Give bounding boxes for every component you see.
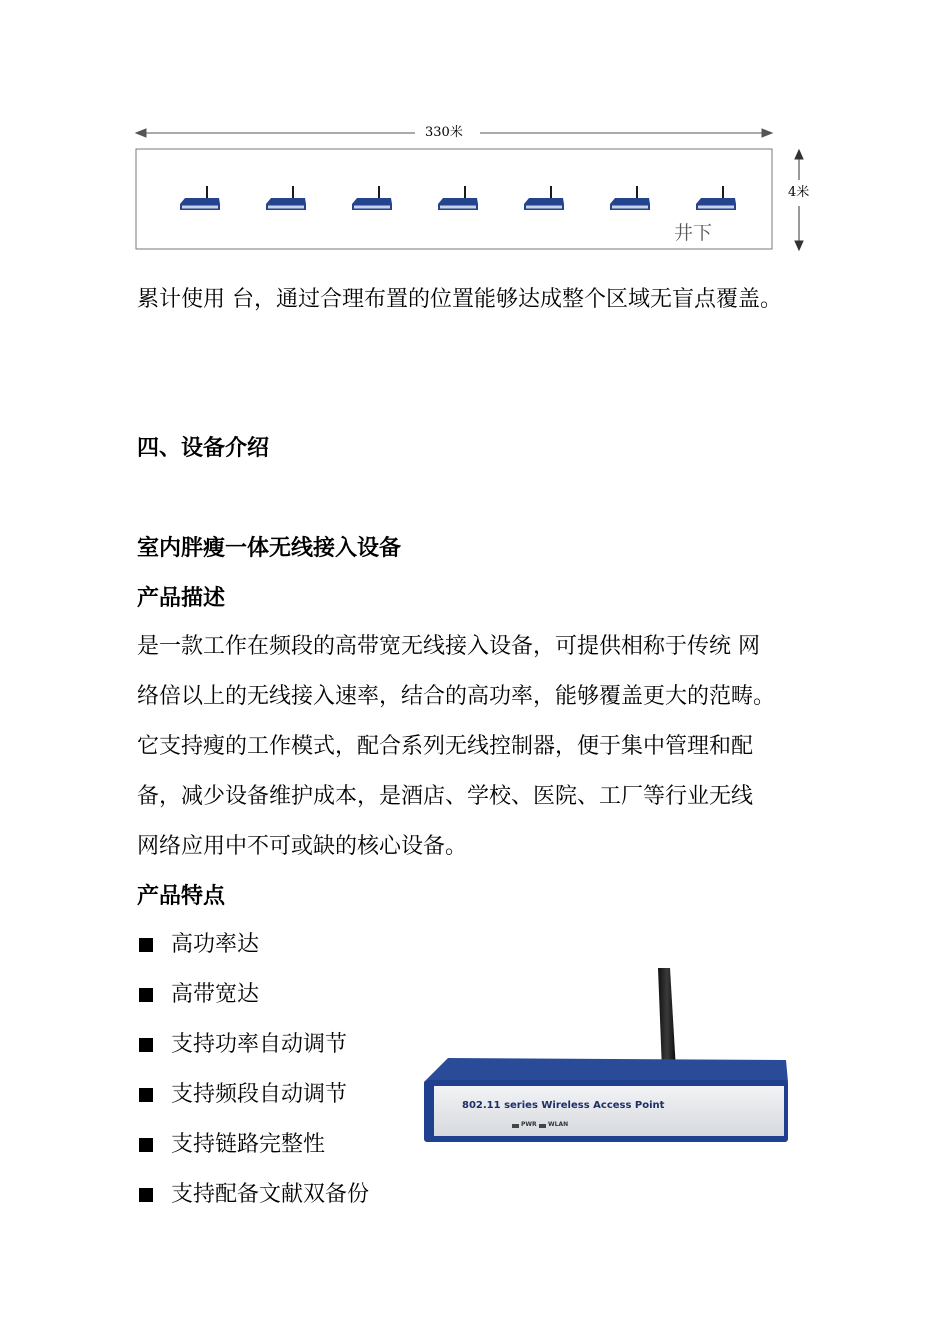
description-line: 络倍以上的无线接入速率，结合的高功率，能够覆盖更大的范畴。 bbox=[137, 684, 776, 709]
feature-text: 支持链路完整性 bbox=[171, 1132, 326, 1157]
feature-text: 支持频段自动调节 bbox=[171, 1082, 348, 1107]
feature-item bbox=[137, 1080, 369, 1130]
description-line: 它支持瘦的工作模式，配合系列无线控制器，便于集中管理和配 bbox=[137, 734, 754, 759]
section-title: 四、设备介绍 bbox=[137, 435, 270, 461]
area-label: 井下 bbox=[674, 222, 713, 244]
length-label: 330米 bbox=[425, 125, 463, 140]
coverage-diagram-svg bbox=[120, 118, 830, 268]
feature-item bbox=[137, 1030, 369, 1080]
access-point-icon bbox=[438, 186, 478, 210]
access-point-icon bbox=[180, 186, 220, 210]
features-heading: 产品特点 bbox=[137, 883, 226, 909]
feature-text: 支持功率自动调节 bbox=[171, 1032, 348, 1057]
description-line: 备，减少设备维护成本，是酒店、学校、医院、工厂等行业无线 bbox=[137, 784, 754, 809]
access-point-row bbox=[180, 186, 736, 210]
pwr-led-icon bbox=[512, 1124, 519, 1128]
square-bullet-icon bbox=[139, 1038, 153, 1052]
description-line: 网络应用中不可或缺的核心设备。 bbox=[137, 834, 468, 859]
square-bullet-icon bbox=[139, 1138, 153, 1152]
access-point-icon bbox=[524, 186, 564, 210]
wlan-led-icon bbox=[539, 1124, 546, 1128]
device-top-face bbox=[426, 1058, 788, 1082]
feature-text: 高带宽达 bbox=[171, 982, 260, 1007]
height-dimension-arrow bbox=[795, 150, 803, 250]
description-line: 是一款工作在频段的高带宽无线接入设备，可提供相称于传统 网 bbox=[137, 634, 760, 659]
feature-item bbox=[137, 1180, 369, 1230]
access-point-icon bbox=[352, 186, 392, 210]
height-label: 4米 bbox=[788, 185, 810, 200]
features-list bbox=[137, 930, 369, 1230]
square-bullet-icon bbox=[139, 988, 153, 1002]
pwr-led-label: PWR bbox=[521, 1121, 537, 1128]
access-point-icon bbox=[696, 186, 736, 210]
square-bullet-icon bbox=[139, 1088, 153, 1102]
feature-text: 高功率达 bbox=[171, 932, 260, 957]
device-panel-text: 802.11 series Wireless Access Point bbox=[462, 1100, 665, 1111]
feature-item bbox=[137, 930, 369, 980]
antenna-icon bbox=[658, 968, 676, 1070]
wlan-led-label: WLAN bbox=[548, 1121, 569, 1128]
description-body bbox=[137, 622, 775, 872]
square-bullet-icon bbox=[139, 1188, 153, 1202]
access-point-icon bbox=[266, 186, 306, 210]
square-bullet-icon bbox=[139, 938, 153, 952]
access-point-icon bbox=[610, 186, 650, 210]
feature-item bbox=[137, 1130, 369, 1180]
feature-item bbox=[137, 980, 369, 1030]
device-front-panel bbox=[434, 1086, 784, 1136]
coverage-diagram bbox=[120, 118, 830, 268]
access-point-device-image bbox=[418, 960, 798, 1150]
product-title: 室内胖瘦一体无线接入设备 bbox=[137, 535, 402, 561]
feature-text: 支持配备文献双备份 bbox=[171, 1182, 370, 1207]
coverage-summary: 累计使用 台，通过合理布置的位置能够达成整个区域无盲点覆盖。 bbox=[137, 287, 782, 312]
description-heading: 产品描述 bbox=[137, 585, 226, 611]
access-point-illustration bbox=[418, 960, 798, 1150]
